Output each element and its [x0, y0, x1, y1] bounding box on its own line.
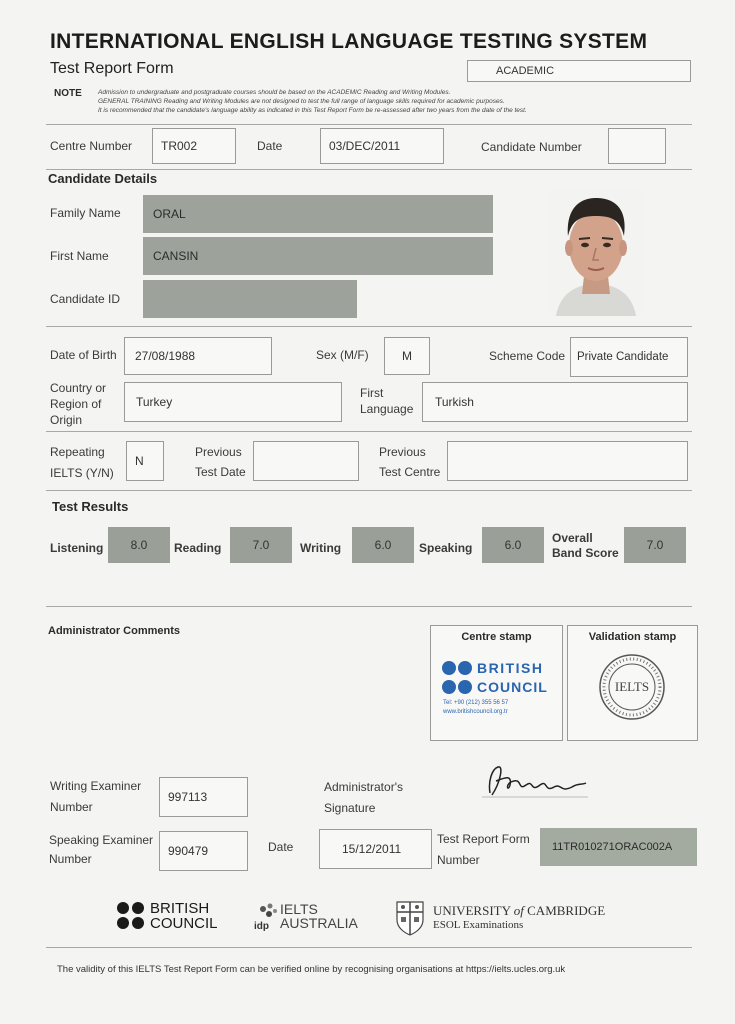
previous-test-centre-label-line-2: Test Centre — [379, 464, 441, 479]
british-council-logo-line-2: COUNCIL — [150, 915, 218, 932]
form-subtitle: Test Report Form — [50, 60, 174, 77]
test-date-field: 03/DEC/2011 — [320, 128, 444, 164]
cambridge-logo-word-3: CAMBRIDGE — [527, 903, 606, 918]
note-label: NOTE — [54, 88, 82, 99]
administrator-signature-label — [324, 777, 403, 819]
family-name-field: ORAL — [143, 195, 493, 233]
previous-test-date-label-line-2: Test Date — [195, 464, 246, 479]
trf-number-label — [437, 829, 530, 871]
centre-number-label: Centre Number — [50, 139, 133, 153]
overall-band-score: 7.0 — [624, 527, 686, 563]
ielts-australia-logo — [254, 901, 364, 935]
writing-label: Writing — [300, 541, 342, 555]
country-label-line-1: Country or — [50, 381, 107, 395]
candidate-id-label: Candidate ID — [50, 292, 121, 306]
repeating-label-line-2: IELTS (Y/N) — [50, 466, 114, 480]
british-council-stamp-logo — [441, 659, 561, 699]
divider — [46, 947, 692, 948]
stamp-org-line-1: BRITISH — [477, 660, 544, 676]
centre-stamp-box — [430, 625, 563, 741]
dob-field: 27/08/1988 — [124, 337, 272, 375]
cambridge-logo — [395, 900, 615, 938]
note-line-3: It is recommended that the candidate's language ability as indicated in this Test Report Form be re-assessed after two years from the date of the test. — [98, 107, 527, 115]
family-name-label: Family Name — [50, 206, 121, 220]
previous-test-date-field — [253, 441, 359, 481]
test-results-heading: Test Results — [52, 499, 129, 514]
scheme-code-field: Private Candidate — [570, 337, 688, 377]
first-language-label-line-1: First — [360, 386, 384, 400]
first-language-label-line-2: Language — [360, 402, 414, 417]
divider — [46, 490, 692, 491]
divider — [46, 431, 692, 432]
first-language-field: Turkish — [422, 382, 688, 422]
country-label-line-2: Region of — [50, 397, 102, 412]
administrator-signature-label-line-1: Administrator's — [324, 780, 403, 794]
stamp-web: www.britishcouncil.org.tr — [443, 709, 508, 715]
listening-label: Listening — [50, 541, 104, 555]
issue-date-label: Date — [268, 840, 294, 854]
british-council-logo-line-1: BRITISH — [150, 900, 210, 917]
country-label-line-3: Origin — [50, 413, 83, 428]
repeating-label — [50, 442, 114, 484]
writing-examiner-label-line-2: Number — [50, 800, 93, 814]
trf-number-field: 11TR010271ORAC002A — [540, 828, 697, 866]
candidate-number-label: Candidate Number — [481, 140, 582, 154]
note-text — [98, 88, 688, 115]
dob-label: Date of Birth — [50, 348, 117, 362]
overall-band-label-line-2: Band Score — [552, 546, 619, 560]
country-field: Turkey — [124, 382, 342, 422]
validation-seal-text: IELTS — [614, 679, 650, 694]
module-field: ACADEMIC — [467, 60, 691, 82]
writing-score: 6.0 — [352, 527, 414, 563]
british-council-logo — [116, 901, 226, 933]
trf-number-label-line-2: Number — [437, 853, 480, 867]
speaking-score: 6.0 — [482, 527, 544, 563]
candidate-photo — [548, 190, 644, 316]
british-council-dots-icon — [116, 901, 146, 931]
candidate-id-field — [143, 280, 357, 318]
first-language-label — [360, 385, 413, 417]
centre-number-field: TR002 — [152, 128, 236, 164]
idp-text: idp — [254, 921, 269, 932]
candidate-details-heading: Candidate Details — [48, 171, 158, 186]
date-label: Date — [257, 139, 283, 153]
ielts-australia-line-2: AUSTRALIA — [280, 915, 358, 931]
sex-label: Sex (M/F) — [316, 348, 369, 362]
listening-score: 8.0 — [108, 527, 170, 563]
previous-test-centre-label — [379, 443, 440, 483]
repeating-label-line-1: Repeating — [50, 445, 105, 459]
divider — [46, 606, 692, 607]
speaking-label: Speaking — [419, 541, 473, 555]
idp-globe-icon — [254, 901, 280, 923]
cambridge-shield-icon — [395, 900, 425, 936]
british-council-dots-icon — [441, 659, 475, 697]
first-name-field: CANSIN — [143, 237, 493, 275]
cambridge-logo-line-1 — [433, 903, 605, 919]
divider — [46, 326, 692, 327]
portrait-image — [548, 190, 644, 316]
note-line-2: GENERAL TRAINING Reading and Writing Modules are not designed to test the full range of language skills required for academic purposes. — [98, 98, 505, 106]
ielts-australia-line-1: IELTS — [280, 901, 318, 917]
overall-band-label-line-1: Overall — [552, 531, 593, 545]
previous-test-centre-label-line-1: Previous — [379, 445, 426, 459]
stamp-org-line-2: COUNCIL — [477, 679, 548, 695]
note-line-1: Admission to undergraduate and postgraduate courses should be based on the ACADEMIC Reading and Writing Modules. — [98, 89, 451, 96]
speaking-examiner-label — [49, 831, 153, 869]
reading-label: Reading — [174, 541, 222, 555]
centre-stamp-label: Centre stamp — [461, 631, 532, 643]
stamp-tel: Tel: +90 (212) 355 56 57 — [443, 700, 509, 706]
scheme-code-label: Scheme Code — [489, 349, 566, 363]
speaking-examiner-label-line-1: Speaking Examiner — [49, 833, 154, 847]
candidate-number-field — [608, 128, 666, 164]
previous-test-date-label — [195, 443, 246, 483]
first-name-label: First Name — [50, 249, 109, 263]
repeating-field: N — [126, 441, 164, 481]
validation-stamp-box — [567, 625, 698, 741]
administrator-signature — [482, 763, 590, 803]
administrator-signature-label-line-2: Signature — [324, 801, 376, 815]
cambridge-logo-word-1: UNIVERSITY — [433, 903, 511, 918]
speaking-examiner-label-line-2: Number — [49, 852, 92, 867]
administrator-comments-label: Administrator Comments — [48, 625, 181, 637]
writing-examiner-field: 997113 — [159, 777, 248, 817]
previous-test-centre-field — [447, 441, 688, 481]
overall-band-label — [552, 531, 619, 561]
writing-examiner-label — [50, 776, 141, 818]
country-label — [50, 380, 106, 429]
writing-examiner-label-line-1: Writing Examiner — [50, 779, 142, 793]
divider — [46, 169, 692, 170]
previous-test-date-label-line-1: Previous — [195, 445, 242, 459]
page-title: INTERNATIONAL ENGLISH LANGUAGE TESTING SYSTEM — [50, 30, 648, 53]
cambridge-logo-line-2: ESOL Examinations — [433, 919, 524, 931]
issue-date-field: 15/12/2011 — [319, 829, 432, 869]
validation-stamp-label: Validation stamp — [588, 631, 677, 643]
validity-note: The validity of this IELTS Test Report Form can be verified online by recognising organisations at https://ielts.ucles.org.uk — [57, 964, 566, 975]
reading-score: 7.0 — [230, 527, 292, 563]
divider — [46, 124, 692, 125]
sex-field: M — [384, 337, 430, 375]
speaking-examiner-field: 990479 — [159, 831, 248, 871]
trf-number-label-line-1: Test Report Form — [437, 832, 530, 846]
cambridge-logo-word-2: of — [513, 903, 524, 918]
